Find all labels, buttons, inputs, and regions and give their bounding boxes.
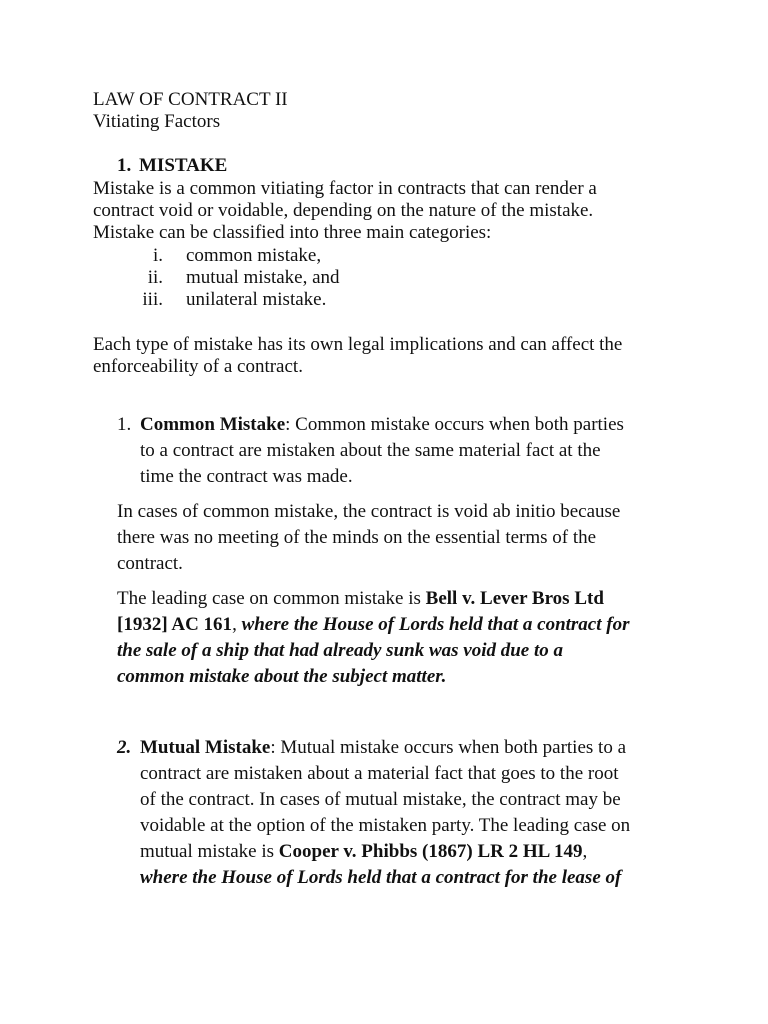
case-citation-line xyxy=(117,588,604,610)
summary-line: Each type of mistake has its own legal implications and can affect the xyxy=(93,334,623,355)
category-numeral: ii. xyxy=(147,267,163,288)
case-citation-line xyxy=(140,841,587,863)
mutual-mistake-definition xyxy=(140,737,626,759)
category-numeral: i. xyxy=(152,245,163,266)
definition-line: time the contract was made. xyxy=(140,466,353,487)
common-paragraph-line: there was no meeting of the minds on the essential terms of the xyxy=(117,527,597,548)
definition-line: to a contract are mistaken about the same material fact at the xyxy=(140,440,601,461)
document-subtitle: Vitiating Factors xyxy=(93,111,221,132)
common-mistake-definition xyxy=(140,414,624,436)
term-common-mistake: Common Mistake xyxy=(140,414,286,435)
category-item: unilateral mistake. xyxy=(186,289,327,310)
definition-line: of the contract. In cases of mutual mistake, the contract may be xyxy=(140,789,621,810)
common-paragraph-line: contract. xyxy=(117,553,183,574)
intro-line: Mistake is a common vitiating factor in contracts that can render a xyxy=(93,178,597,199)
definition-text: : Mutual mistake occurs when both parties to a xyxy=(270,737,626,758)
definition-line: voidable at the option of the mistaken party. The leading case on xyxy=(140,815,631,836)
list-number: 2. xyxy=(117,737,132,758)
case-citation-line xyxy=(117,614,630,636)
common-paragraph-line: In cases of common mistake, the contract is void ab initio because xyxy=(117,501,621,522)
case-holding-line: common mistake about the subject matter. xyxy=(117,666,447,687)
definition-line: contract are mistaken about a material fact that goes to the root xyxy=(140,763,619,784)
case-holding-line: the sale of a ship that had already sunk was void due to a xyxy=(117,640,564,661)
case-separator: , xyxy=(582,841,588,862)
intro-line: Mistake can be classified into three main categories: xyxy=(93,222,492,243)
section-heading: MISTAKE xyxy=(139,155,228,176)
document-title: LAW OF CONTRACT II xyxy=(93,89,288,110)
intro-line: contract void or voidable, depending on the nature of the mistake. xyxy=(93,200,594,221)
case-holding-line: where the House of Lords held that a contract for the lease of xyxy=(140,867,622,888)
case-name: Bell v. Lever Bros Ltd xyxy=(425,588,604,609)
category-item: mutual mistake, and xyxy=(186,267,340,288)
case-name: Cooper v. Phibbs (1867) LR 2 HL 149 xyxy=(278,841,583,862)
category-numeral: iii. xyxy=(142,289,163,310)
definition-text: : Common mistake occurs when both parties xyxy=(285,414,624,435)
category-item: common mistake, xyxy=(186,245,322,266)
case-separator: , xyxy=(232,614,242,635)
case-lead-text: mutual mistake is xyxy=(140,841,279,862)
case-reference: [1932] AC 161 xyxy=(117,614,233,635)
case-holding: where the House of Lords held that a contract for xyxy=(241,614,630,635)
list-number: 1. xyxy=(117,414,132,435)
case-lead-text: The leading case on common mistake is xyxy=(117,588,426,609)
summary-line: enforceability of a contract. xyxy=(93,356,303,377)
term-mutual-mistake: Mutual Mistake xyxy=(140,737,271,758)
section-number: 1. xyxy=(117,155,132,176)
